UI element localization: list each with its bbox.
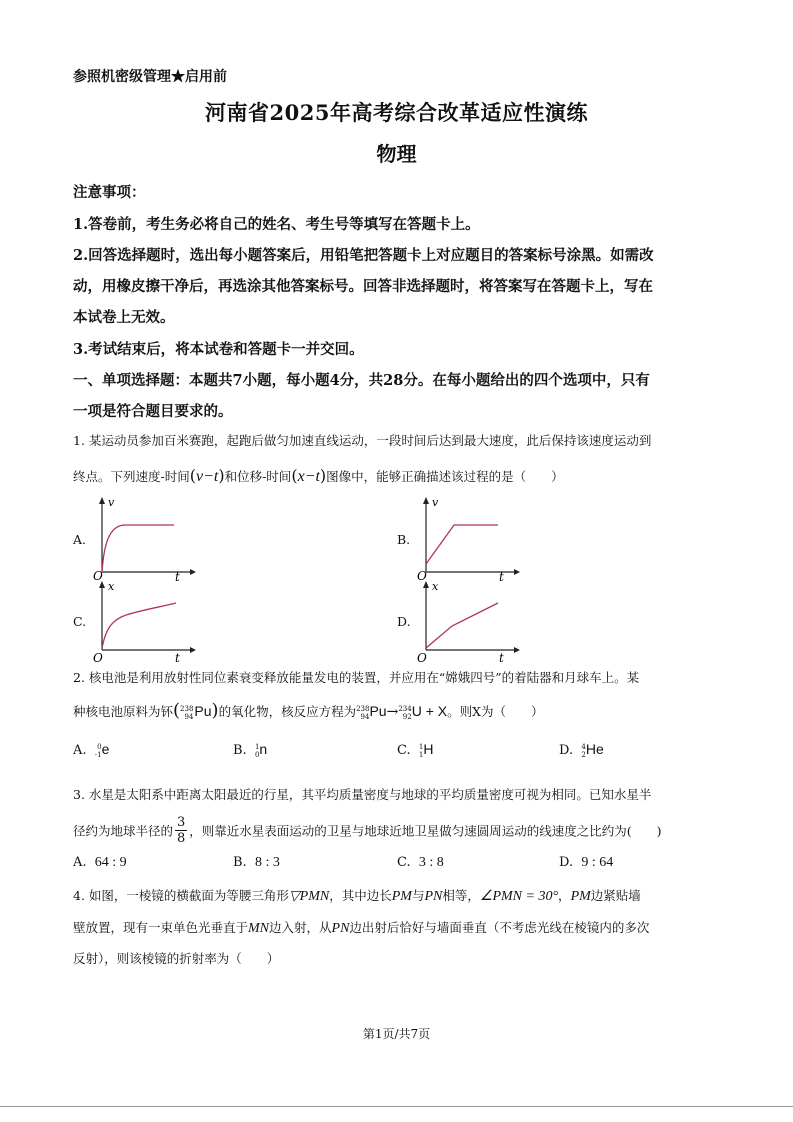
x-axis-arrow xyxy=(514,647,520,653)
x-axis-label: t xyxy=(499,651,504,665)
q2-eq-pu-indices: 238 94 xyxy=(356,704,370,721)
origin-label: O xyxy=(93,651,103,665)
x-axis-label: t xyxy=(175,651,180,665)
notice-item-2-line-2: 动，用橡皮擦干净后，再选涂其他答案标号。回答非选择题时，将答案写在答题卡上，写在 xyxy=(73,278,653,295)
page-bottom-divider xyxy=(0,1106,793,1107)
notice-item-1: 1.答卷前，考生务必将自己的姓名、考生号等填写在答题卡上。 xyxy=(73,216,480,233)
q1-option-d-label: D. xyxy=(397,614,411,629)
q2-text-c: 。则X为（ ） xyxy=(447,704,544,719)
q2-option-a[interactable]: A. 0 -1e xyxy=(73,741,110,759)
page-number: 第1页/共7页 xyxy=(362,1027,431,1041)
q2-eq-u-indices: 234 92 xyxy=(398,704,412,721)
notice-item-2-line-3: 本试卷上无效。 xyxy=(73,309,175,326)
q3-option-d[interactable]: D. 9 : 64 xyxy=(559,855,614,870)
q1-vt-label: (v−t) xyxy=(189,466,225,485)
x-axis-arrow xyxy=(514,569,520,575)
q2-pu-indices: 238 94 xyxy=(180,704,194,721)
q3-option-c[interactable]: C. 3 : 8 xyxy=(397,855,444,870)
y-axis-label: v xyxy=(432,496,439,509)
y-axis-label: x xyxy=(432,580,439,593)
q2-stem-line-1: 2. 核电池是利用放射性同位素衰变释放能量发电的装置，并应用在“嫦娥四号”的着陆器和月球车上。某 xyxy=(73,670,640,685)
q3-option-a[interactable]: A. 64 : 9 xyxy=(73,855,127,870)
q3-stem-line-2 xyxy=(73,815,662,851)
q1-option-b-label: B. xyxy=(397,532,411,547)
y-axis-label: v xyxy=(108,496,115,509)
q2-text-b: 的氧化物，核反应方程为 xyxy=(218,704,357,719)
notice-item-3: 3.考试结束后，将本试卷和答题卡一并交回。 xyxy=(73,341,364,358)
q1-graph-d[interactable] xyxy=(414,578,524,668)
q2-option-d[interactable]: D. 4 2He xyxy=(559,741,604,759)
y-axis-arrow xyxy=(99,581,105,588)
origin-label: O xyxy=(417,651,427,665)
q1-text-c: 图像中，能够正确描述该过程的是（ ） xyxy=(326,469,564,484)
q1-option-a-label: A. xyxy=(73,532,87,547)
q1-stem-line-2 xyxy=(73,466,564,486)
q2-text-a: 种核电池原料为钚 xyxy=(73,704,174,719)
notice-heading: 注意事项： xyxy=(73,184,146,201)
y-axis-arrow xyxy=(423,497,429,504)
q1-graph-b[interactable] xyxy=(414,494,524,584)
q1-text-a: 终点。下列速度-时间 xyxy=(73,469,190,484)
q3-fraction: $\frac{3}{8}$ xyxy=(177,815,186,846)
x-axis-label: t xyxy=(499,570,504,584)
q2-option-c[interactable]: C. 1 1H xyxy=(397,741,434,759)
section-heading-line-1: 一、单项选择题：本题共7小题，每小题4分，共28分。在每小题给出的四个选项中，只有 xyxy=(73,372,650,389)
curve xyxy=(102,603,176,648)
q4-stem-line-1: 4. 如图，一棱镜的横截面为等腰三角形▽PMN，其中边长PM与PN相等，∠PMN = 30°，PM边紧贴墙 xyxy=(73,888,641,904)
q2-pu-symbol: Pu xyxy=(194,703,212,719)
q3-text-b: ，则靠近水星表面运动的卫星与地球近地卫星做匀速圆周运动的线速度之比约为( ) xyxy=(189,823,662,839)
curve xyxy=(426,603,498,648)
y-axis-arrow xyxy=(423,581,429,588)
q1-graph-a[interactable] xyxy=(90,494,200,584)
q3-stem-line-1: 3. 水星是太阳系中距离太阳最近的行星，其平均质量密度与地球的平均质量密度可视为相同。已知水星半 xyxy=(73,787,652,802)
curve xyxy=(102,525,174,572)
q2-eq-u: U xyxy=(411,703,422,719)
q1-xt-label: (x−t) xyxy=(291,466,327,485)
x-axis-arrow xyxy=(190,569,196,575)
q2-pu-nuclide: ( xyxy=(173,700,181,721)
q4-stem-line-3: 反射），则该棱镜的折射率为（ ） xyxy=(73,951,280,966)
q2-eq-pu: Pu xyxy=(369,703,387,719)
q1-option-c-label: C. xyxy=(73,614,87,629)
curve xyxy=(426,525,498,564)
q1-graph-c[interactable] xyxy=(90,578,200,668)
section-heading-line-2: 一项是符合题目要求的。 xyxy=(73,403,233,420)
subject-title: 物理 xyxy=(376,142,417,166)
q2-pu-paren: ) xyxy=(211,700,219,721)
q4-stem-line-2: 壁放置，现有一束单色光垂直于MN边入射，从PN边出射后恰好与墙面垂直（不考虑光线在棱镜内的多次 xyxy=(73,920,650,936)
x-axis-arrow xyxy=(190,647,196,653)
q2-eq-x: + X xyxy=(425,703,448,719)
q1-text-b: 和位移-时间 xyxy=(224,469,292,484)
origin-label: O xyxy=(93,569,103,583)
q2-eq-arrow: → xyxy=(386,704,399,720)
q2-stem-line-2 xyxy=(73,700,544,721)
notice-item-2-line-1: 2.回答选择题时，选出每小题答案后，用铅笔把答题卡上对应题目的答案标号涂黑。如需改 xyxy=(73,247,654,264)
q3-text-a: 径约为地球半径的 xyxy=(73,823,174,839)
x-axis-label: t xyxy=(175,570,180,584)
q2-option-b[interactable]: B. 1 0n xyxy=(233,741,268,759)
y-axis-arrow xyxy=(99,497,105,504)
origin-label: O xyxy=(417,569,427,583)
secret-note: 参照机密级管理★启用前 xyxy=(73,69,227,85)
y-axis-label: x xyxy=(108,580,115,593)
exam-title: 河南省2025年高考综合改革适应性演练 xyxy=(205,100,588,125)
q1-stem-line-1: 1. 某运动员参加百米赛跑，起跑后做匀加速直线运动，一段时间后达到最大速度，此后保持该速度运动到 xyxy=(73,433,652,448)
q3-option-b[interactable]: B. 8 : 3 xyxy=(233,855,280,870)
